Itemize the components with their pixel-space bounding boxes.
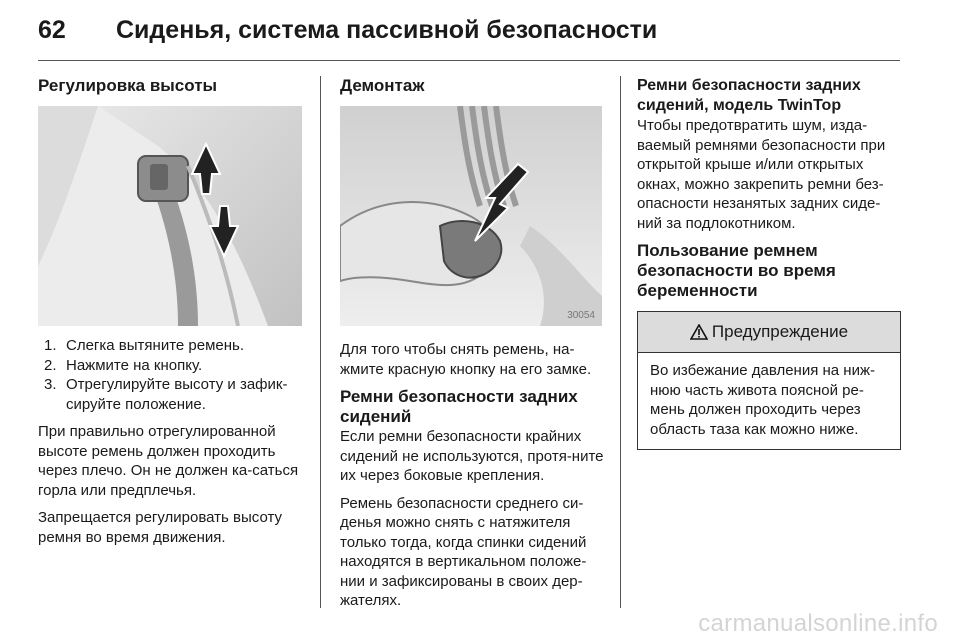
body-paragraph: Если ремни безопасности крайних сидений не используются, протя-ните их через боковые крепления.	[340, 428, 604, 484]
body-paragraph: Чтобы предотвратить шум, изда-ваемый ремнями безопасности при открытой крыше и/или открытых окнах, можно закрепить ремни без-опасности незанятых задних сиде-ний за подлокотником.	[637, 117, 886, 232]
belt-height-adjuster-illustration	[38, 106, 302, 326]
list-item: 1. Слегка вытяните ремень.	[44, 337, 245, 354]
header-divider	[38, 60, 900, 61]
column-divider	[320, 76, 321, 608]
warning-triangle-icon	[690, 324, 708, 340]
body-paragraph: Запрещается регулировать высоту ремня во время движения.	[38, 509, 283, 546]
section-heading: Ремни безопасности задних сидений	[340, 387, 578, 426]
section-heading: Ремни безопасности задних сидений, модель TwinTop	[637, 77, 861, 114]
warning-text: Во избежание давления на ниж-нюю часть живота поясной ре-мень должен проходить через область таза как можно ниже.	[650, 362, 875, 438]
page-title: Сиденья, система пассивной безопасности	[116, 16, 658, 44]
belt-buckle-release-illustration	[340, 106, 602, 326]
body-paragraph: При правильно отрегулированной высоте ремень должен проходить через плечо. Он не должен ка-саться горла или предплечья.	[38, 423, 299, 499]
body-paragraph: Для того чтобы снять ремень, на-жмите красную кнопку на его замке.	[340, 341, 592, 378]
section-heading: Демонтаж	[340, 76, 425, 95]
warning-box	[637, 311, 901, 450]
body-paragraph: Ремень безопасности среднего си-денья можно снять с натяжителя только тогда, когда спинки сидений находятся в вертикальном положе-нии и зафиксированы в своих дер-жателях.	[340, 494, 587, 609]
column-height-adjustment	[38, 76, 306, 547]
page-header	[38, 10, 900, 56]
section-heading: Пользование ремнем безопасности во время беременности	[637, 241, 836, 300]
warning-header	[638, 312, 900, 353]
section-heading: Регулировка высоты	[38, 76, 218, 95]
column-removal	[340, 76, 604, 611]
list-item: 2. Нажмите на кнопку.	[44, 356, 203, 374]
column-rear-belts	[637, 76, 901, 450]
watermark: carmanualsonline.info	[698, 610, 938, 637]
page-number: 62	[38, 16, 66, 44]
figure-code: 30054	[567, 310, 595, 321]
adjustment-steps	[38, 336, 306, 414]
warning-title: Предупреждение	[711, 322, 849, 341]
column-divider	[620, 76, 621, 608]
list-item: 3. Отрегулируйте высоту и зафик-сируйте положение.	[44, 376, 288, 413]
